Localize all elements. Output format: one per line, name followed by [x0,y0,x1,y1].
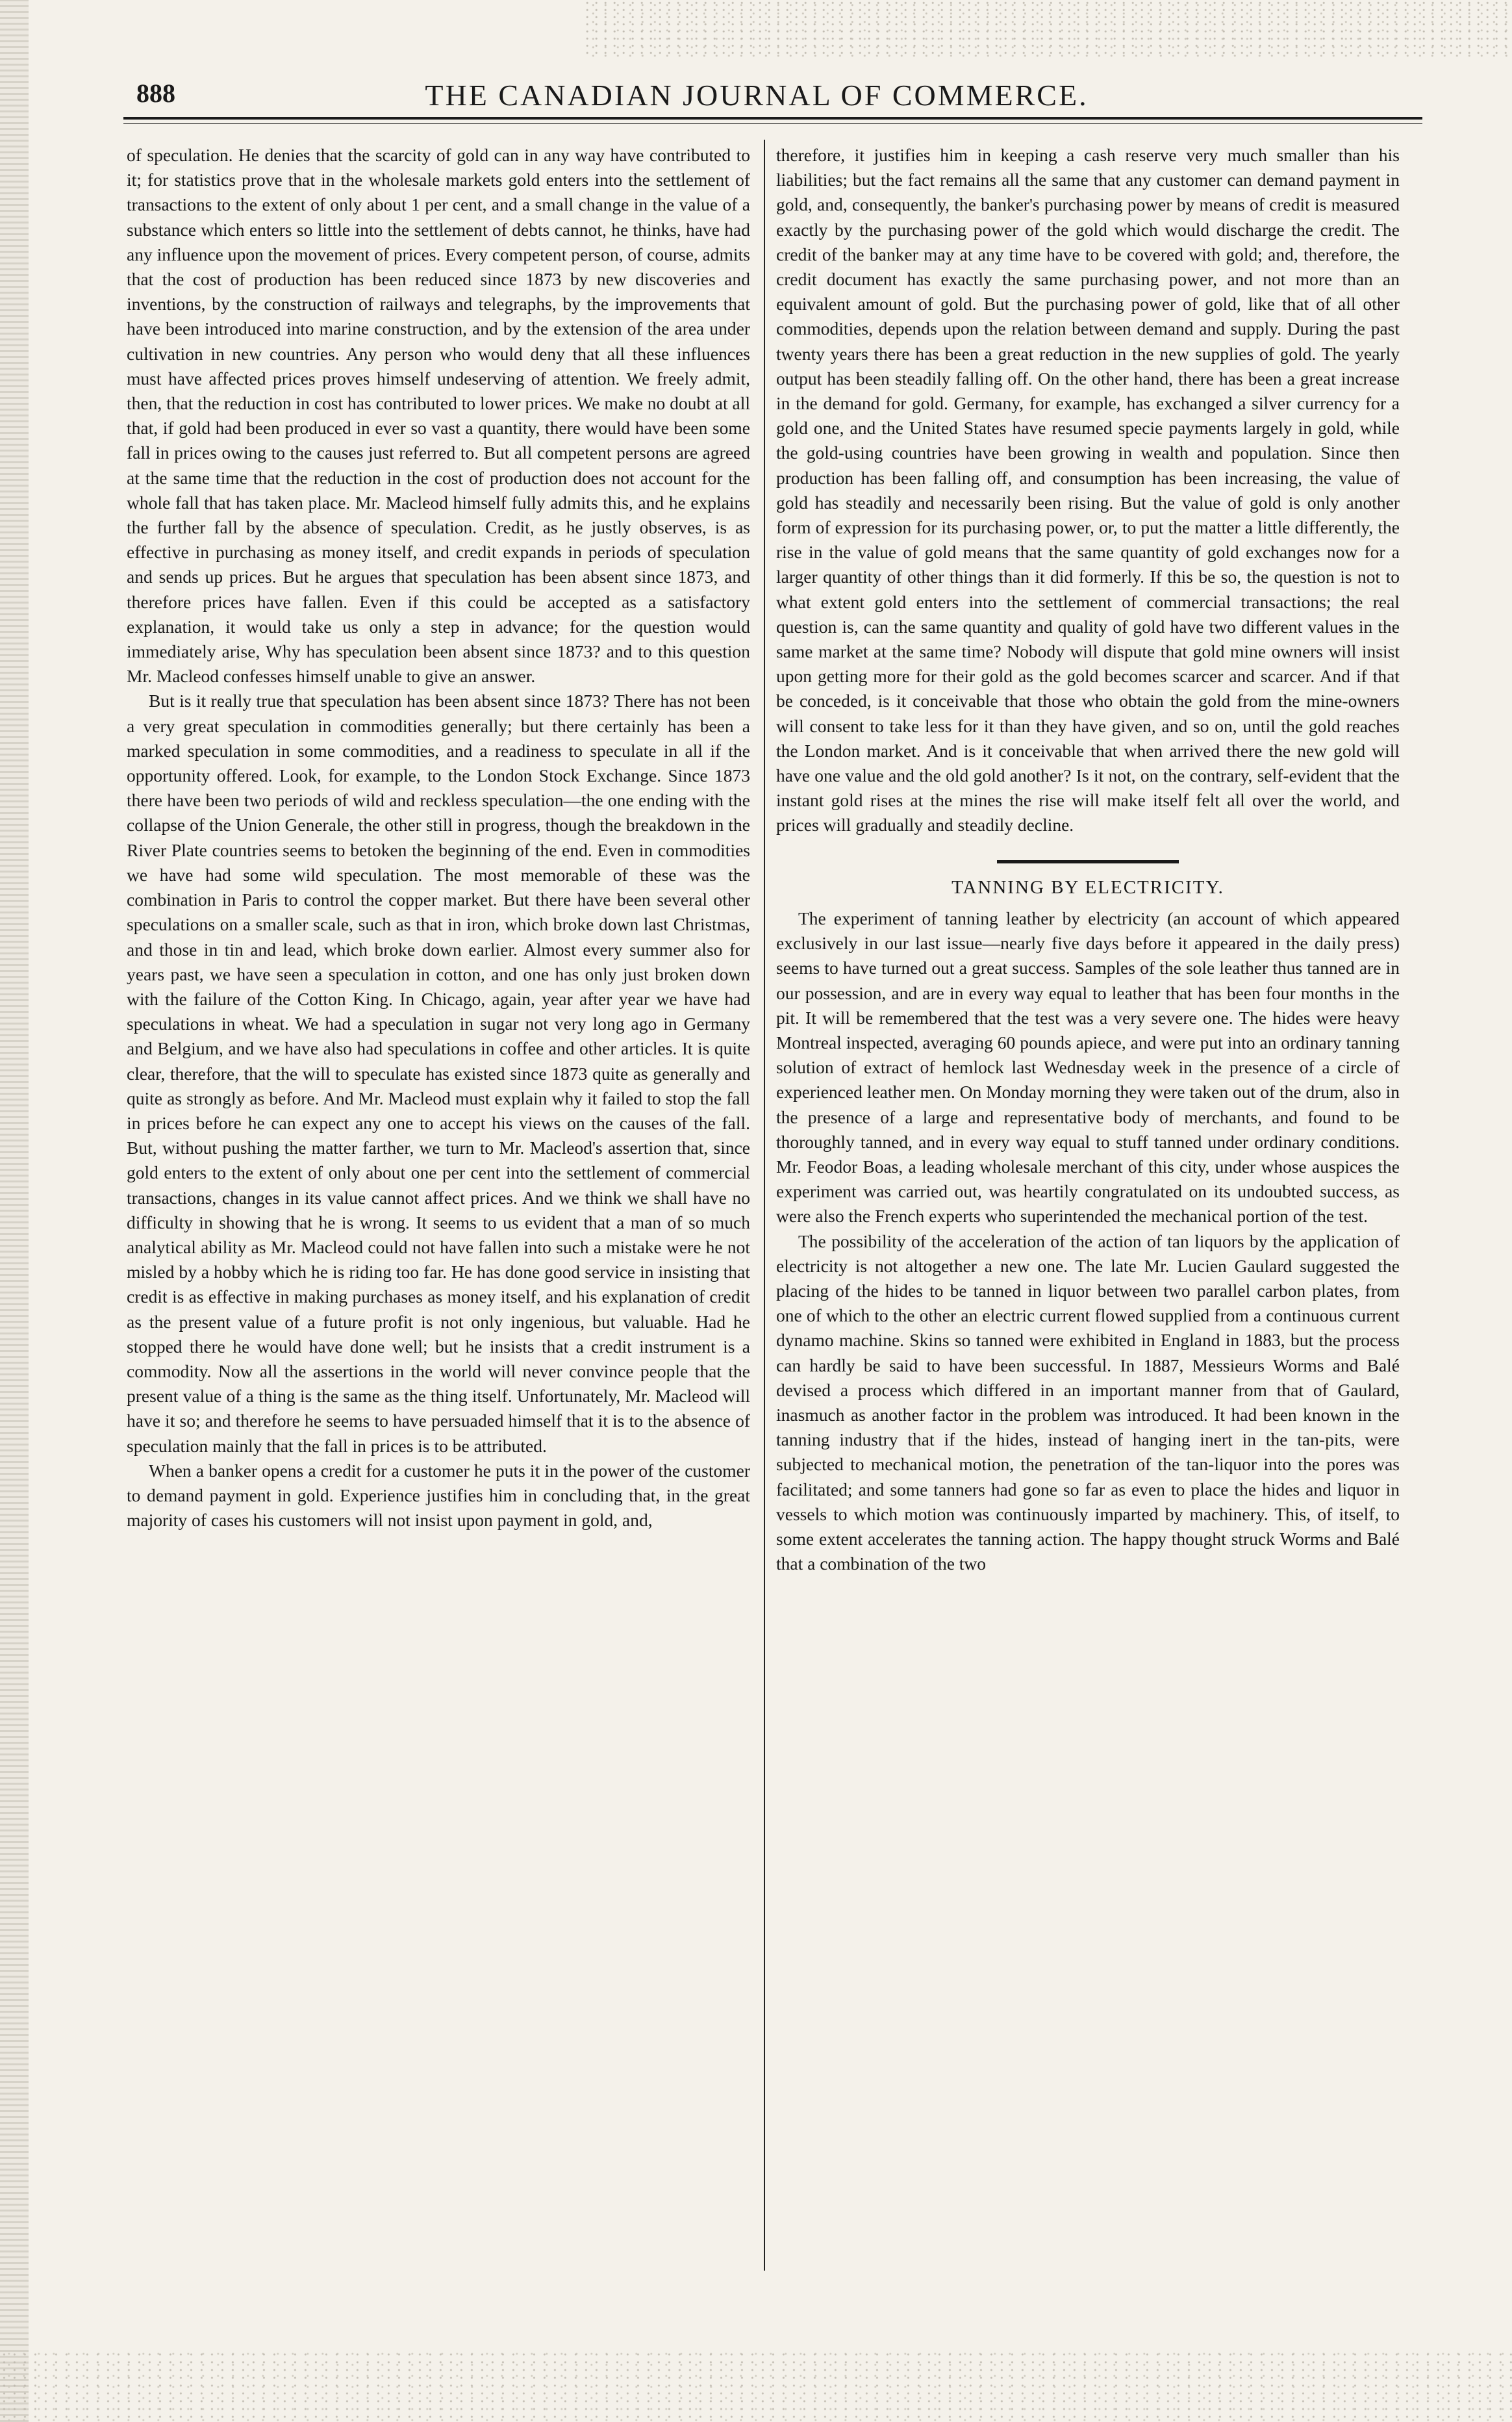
section-rule [997,860,1179,863]
paragraph-tanning-history: The possibility of the acceleration of the action of tan liquors by the application of electricity is not altogether a new one. The late Mr. Lucien Gaulard suggested the placing of the hides to be tanned in liquor between two parallel carbon plates, from one of which to the other an electric current flowed supplied from a continuous current dynamo machine. Skins so tanned were exhibited in England in 1883, but the process can hardly be said to have been successful. In 1887, Messieurs Worms and Balé devised a process which differed in an important manner from that of Gaulard, inasmuch as another factor in the problem was introduced. It had been known in the tanning industry that if the hides, instead of hanging inert in the tan-pits, were subjected to mechanical motion, the penetration of the tan-liquor into the pores was facilitated; and some tanners had gone so far as even to place the hides and liquor in vessels to which motion was continuously imparted by machinery. This, of itself, to some extent accelerates the tanning action. The happy thought struck Worms and Balé that a combination of the two [776,1230,1400,1574]
scan-page-edge [0,0,29,2422]
page-number: 888 [136,79,175,108]
column-divider [764,140,765,2271]
right-column [776,143,1400,2274]
section-heading: TANNING BY ELECTRICITY. [951,876,1224,898]
scan-noise-bottom [0,2351,1512,2422]
running-header [97,78,1416,117]
paragraph-speculation: But is it really true that speculation has been absent since 1873? There has not been a very great speculation in commodities generally; but there certainly has been a marked speculation in some commodities, and a readiness to speculate in all if the opportunity offered. Look, for example, to the London Stock Exchange. Since 1873 there have been two periods of wild and reckless speculation—the one ending with the collapse of the Union Generale, the other still in progress, though the breakdown in the River Plate countries seems to betoken the beginning of the end. Even in commodities we have had some wild speculation. The most memorable of these was the combination in Paris to control the copper market. But there have been several other speculations on a smaller scale, such as that in iron, which broke down last Christmas, and those in tin and lead, which broke down earlier. Almost every summer also for years past, we have seen a speculation in cotton, and one has only just broken down with the failure of the Cotton King. In Chicago, again, year after year we have had speculations in wheat. We had a speculation in sugar not very long ago in Germany and Belgium, and we have also had speculations in coffee and other articles. It is quite clear, therefore, that the will to speculate has existed since 1873 quite as generally and quite as strongly as before. And Mr. Macleod must explain why it failed to stop the fall in prices before he can expect any one to accept his views on the causes of the fall. But, without pushing the matter farther, we turn to Mr. Macleod's assertion that, since gold enters to the extent of only about one per cent into the settlement of commercial transactions, changes in its value cannot affect prices. And we think we shall have no difficulty in showing that he is wrong. It seems to us evident that a man of so much analytical ability as Mr. Macleod could not have fallen into such a mistake were he not misled by a hobby which he is riding too far. He has done good service in insisting that credit is as effective in making purchases as money itself, and his explanation of credit as the present value of a future profit is not only ingenious, but valuable. Had he stopped there he would have done well; but he insists that a credit instrument is a commodity. Now all the assertions in the world will never convince people that the present value of a thing is the same as the thing itself. Unfortunately, Mr. Macleod will have it so; and therefore he seems to have persuaded himself that it is to the absence of speculation mainly that the fall in prices is to be attributed. [127,691,750,1456]
paragraph-continued: of speculation. He denies that the scarcity of gold can in any way have contributed to it; for statistics prove that in the wholesale markets gold enters into the settlement of transactions to the extent of only about 1 per cent, and a small change in the value of a substance which enters so little into the settlement of debts cannot, he thinks, have had any influence upon the movement of prices. Every competent person, of course, admits that the cost of production has been reduced since 1873 by new discoveries and inventions, by the construction of railways and telegraphs, by the improvements that have been introduced into marine construction, and by the extension of the area under cultivation in new countries. Any person who would deny that all these influences must have affected prices proves himself undeserving of attention. We freely admit, then, that the reduction in cost has contributed to lower prices. We make no doubt at all that, if gold had been produced in ever so vast a quantity, there would have been some fall in prices owing to the causes just referred to. But all competent persons are agreed at the same time that the reduction in the cost of production does not account for the whole fall that has taken place. Mr. Macleod himself fully admits this, and he explains the further fall by the absence of speculation. Credit, as he justly observes, is as effective in purchasing as money itself, and credit expands in periods of speculation and sends up prices. But he argues that speculation has been absent since 1873, and therefore prices have fallen. Even if this could be accepted as a satisfactory explanation, it would take us only a step in advance; for the question would immediately arise, Why has speculation been absent since 1873? and to this question Mr. Macleod confesses himself unable to give an answer. [127,145,750,687]
header-rule-thin [123,123,1422,124]
journal-title: THE CANADIAN JOURNAL OF COMMERCE. [425,79,1089,112]
header-rule [123,117,1422,120]
paragraph-gold-value: therefore, it justifies him in keeping a cash reserve very much smaller than his liabilities; but the fact remains all the same that any customer can demand payment in gold, and, consequently, the banker's purchasing power by means of credit is measured exactly by the purchasing power of the gold which would discharge the credit. The credit of the banker may at any time have to be covered with gold; and, therefore, the credit document has exactly the same purchasing power, and not more than an equivalent amount of gold. But the purchasing power of gold, like that of all other commodities, depends upon the relation between demand and supply. During the past twenty years there has been a great reduction in the new supplies of gold. The yearly output has been steadily falling off. On the other hand, there has been a great increase in the demand for gold. Germany, for example, has exchanged a silver currency for a gold one, and the United States have resumed specie payments largely in gold, while the gold-using countries have been growing in wealth and population. Since then production has been falling off, and consumption has been increasing, the value of gold has steadily and necessarily been rising. But the value of gold is only another form of expression for its purchasing power, or, to put the matter a little differently, the rise in the value of gold means that the same quantity of gold exchanges now for a larger quantity of other things than it did formerly. If this be so, the question is not to what extent gold enters into the settlement of commercial transactions; the real question is, can the same quantity and quality of gold have two different values in the same market at the same time? Nobody will dispute that gold mine owners will insist upon getting more for their gold as the gold becomes scarcer and scarcer. And if that be conceded, is it conceivable that those who obtain the gold from the mine-owners will consent to take less for it than they have given, and so on, until the gold reaches the London market. And is it conceivable that when arrived there the new gold will have one value and the old gold another? Is it not, on the contrary, self-evident that the instant gold rises at the mines the rise will make itself felt all over the world, and prices will gradually and steadily decline. [776,145,1400,835]
left-column [127,143,750,2274]
paragraph-banker-credit: When a banker opens a credit for a customer he puts it in the power of the customer to demand payment in gold. Experience justifies him in concluding that, in the great majority of cases his customers will not insist upon payment in gold, and, [127,1460,750,1531]
scan-noise-top [585,0,1512,58]
paragraph-tanning-experiment: The experiment of tanning leather by electricity (an account of which appeared exclusively in our last issue—nearly five days before it appeared in the daily press) seems to have turned out a great success. Samples of the sole leather thus tanned are in our possession, and are in every way equal to leather that has been four months in the pit. It will be remembered that the test was a very severe one. The hides were heavy Montreal inspected, averaging 60 pounds apiece, and were put into an ordinary tanning solution of extract of hemlock last Wednesday week in the presence of a circle of experienced leather men. On Monday morning they were taken out of the drum, also in the presence of a large and representative body of merchants, and found to be thoroughly tanned, and in every way equal to stuff tanned under ordinary conditions. Mr. Feodor Boas, a leading wholesale merchant of this city, under whose auspices the experiment was carried out, was heartily congratulated on its undoubted success, as were also the French experts who superintended the mechanical portion of the test. [776,908,1400,1227]
